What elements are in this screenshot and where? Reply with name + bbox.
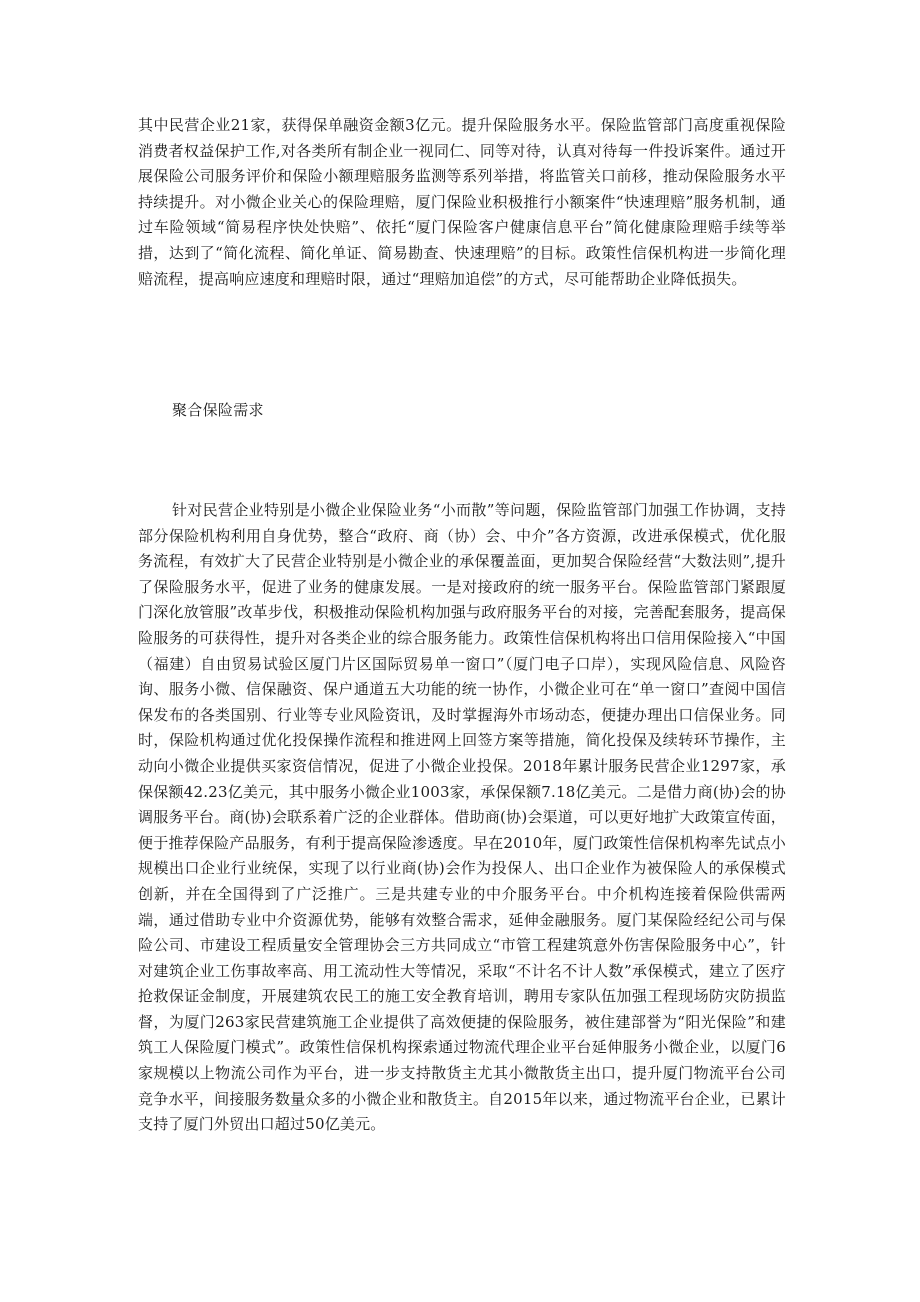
section-heading: 聚合保险需求	[172, 401, 264, 419]
paragraph-aggregate-demand: 针对民营企业特别是小微企业保险业务“小而散”等问题，保险监管部门加强工作协调，支持部分保险机构利用自身优势，整合“政府、商（协）会、中介”各方资源，改进承保模式，优化服务流程，有效扩大了民营企业特别是小微企业的承保覆盖面，更加契合保险经营“大数法则”,提升了保险服务水平，促进了业务的健康发展。一是对接政府的统一服务平台。保险监管部门紧跟厦门深化放管服”改革步伐，积极推动保险机构加强与政府服务平台的对接，完善配套服务，提高保险服务的可获得性，提升对各类企业的综合服务能力。政策性信保机构将出口信用保险接入“中国（福建）自由贸易试验区厦门片区国际贸易单一窗口”（厦门电子口岸），实现风险信息、风险咨询、服务小微、信保融资、保户通道五大功能的统一协作，小微企业可在“单一窗口”查阅中国信保发布的各类国别、行业等专业风险资讯，及时掌握海外市场动态，便捷办理出口信保业务。同时，保险机构通过优化投保操作流程和推进网上回签方案等措施，简化投保及续转环节操作，主动向小微企业提供买家资信情况，促进了小微企业投保。2018年累计服务民营企业1297家，承保保额42.23亿美元，其中服务小微企业1003家，承保保额7.18亿美元。二是借力商(协)会的协调服务平台。商(协)会联系着广泛的企业群体。借助商(协)会渠道，可以更好地扩大政策宣传面，便于推荐保险产品服务，有利于提高保险渗透度。早在2010年，厦门政策性信保机构率先试点小规模出口企业行业统保，实现了以行业商(协)会作为投保人、出口企业作为被保险人的承保模式创新，并在全国得到了广泛推广。三是共建专业的中介服务平台。中介机构连接着保险供需两端，通过借助专业中介资源优势，能够有效整合需求，延伸金融服务。厦门某保险经纪公司与保险公司、市建设工程质量安全管理协会三方共同成立“市管工程建筑意外伤害保险服务中心”，针对建筑企业工伤事故率高、用工流动性大等情况，采取“不计名不计人数”承保模式，建立了医疗抢救保证金制度，开展建筑农民工的施工安全教育培训，聘用专家队伍加强工程现场防灾防损监督，为厦门263家民营建筑施工企业提供了高效便捷的保险服务，被住建部誉为“阳光保险”和建筑工人保险厦门模式”。政策性信保机构探索通过物流代理企业平台延伸服务小微企业，以厦门6家规模以上物流公司作为平台，进一步支持散货主尤其小微散货主出口，提升厦门物流平台公司竞争水平，间接服务数量众多的小微企业和散货主。自2015年以来，通过物流平台企业，已累计支持了厦门外贸出口超过50亿美元。	[138, 501, 786, 1134]
paragraph-claims-service: 其中民营企业21家，获得保单融资金额3亿元。提升保险服务水平。保险监管部门高度重视保险消费者权益保护工作,对各类所有制企业一视同仁、同等对待，认真对待每一件投诉案件。通过开展保险公司服务评价和保险小额理赔服务监测等系列举措，将监管关口前移，推动保险服务水平持续提升。对小微企业关心的保险理赔，厦门保险业积极推行小额案件“快速理赔”服务机制，通过车险领域“简易程序快处快赔”、依托“厦门保险客户健康信息平台”简化健康险理赔手续等举措，达到了“简化流程、简化单证、简易勘查、快速理赔”的目标。政策性信保机构进一步简化理赔流程，提高响应速度和理赔时限，通过“理赔加追偿”的方式，尽可能帮助企业降低损失。	[138, 116, 786, 288]
